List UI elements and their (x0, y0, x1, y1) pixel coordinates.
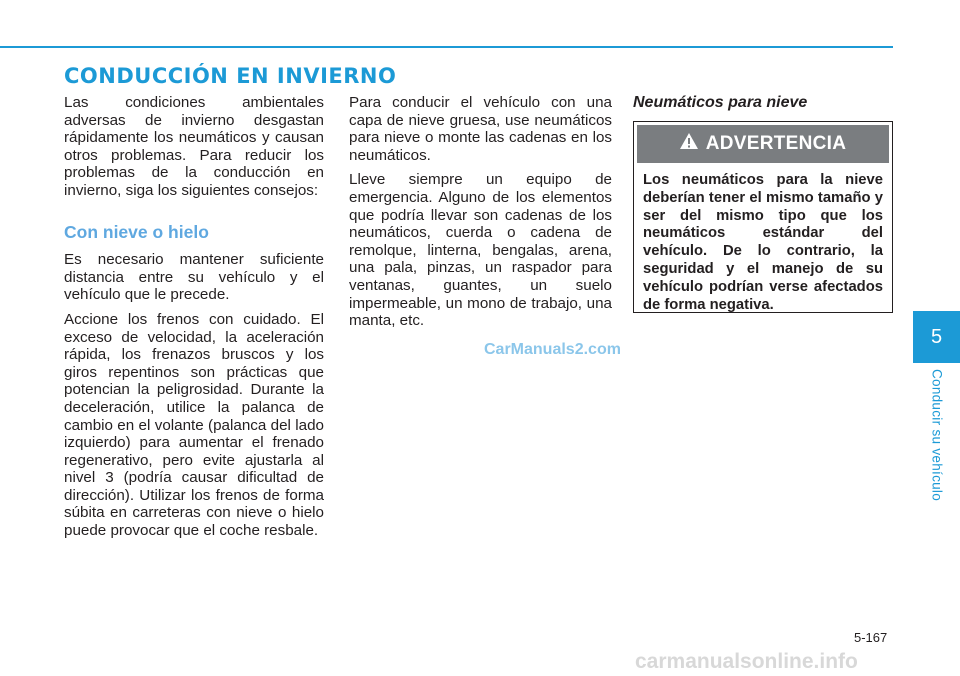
column-1 (64, 94, 324, 547)
watermark: CarManuals2.com (484, 341, 621, 358)
section-title: CONDUCCIÓN EN INVIERNO (64, 64, 397, 88)
paragraph-distance: Es necesario mantener suficiente distancia entre su vehículo y el vehículo que le precede. (64, 251, 324, 304)
header-rule (0, 46, 893, 48)
warning-text: Los neumáticos para la nieve deberían tener el mismo tamaño y ser del mismo tipo que los neumáticos estándar del vehículo. De lo contrario, la seguridad y el manejo de su vehículo podrían verse afectados de forma negativa. (643, 172, 883, 313)
paragraph-brakes: Accione los frenos con cuidado. El exceso de velocidad, la aceleración rápida, los frenazos bruscos y los giros repentinos son prácticas que potencian la peligrosidad. Durante la deceleración, utilice la palanca de cambio en el volante (palanca del lado izquierdo) para aumentar el frenado regenerativo, pero evite ajustarla al nivel 3 (podría causar dificultad de dirección). Utilizar los frenos de forma súbita en carreteras con nieve o hielo puede provocar que el coche resbale. (64, 310, 324, 540)
chapter-label-text: Conducir su vehículo (929, 368, 945, 502)
warning-triangle-icon (680, 133, 698, 155)
warning-box (633, 121, 893, 313)
paragraph-snow-tires: Para conducir el vehículo con una capa de nieve gruesa, use neumáticos para nieve o monte las cadenas en los neumáticos. (349, 94, 612, 164)
chapter-tab: 5 (913, 311, 960, 363)
intro-paragraph: Las condiciones ambientales adversas de invierno desgastan rápidamente los neumáticos y causan otros problemas. Para reducir los problemas de la conducción en invierno, siga los siguientes consejos: (64, 94, 324, 199)
warning-header (637, 125, 889, 163)
paragraph-emergency-kit: Lleve siempre un equipo de emergencia. Alguno de los elementos que podría llevar son cadenas de los neumáticos, cuerda o cadena de remolque, linterna, bengalas, arena, una pala, pinzas, un raspador para ventanas, guantes, un suelo impermeable, un mono de trabajo, una manta, etc. (349, 171, 612, 330)
warning-title: ADVERTENCIA (705, 133, 847, 154)
page-number: 5-167 (854, 630, 888, 645)
snow-tires-heading: Neumáticos para nieve (633, 94, 808, 111)
subheading-snow-ice: Con nieve o hielo (64, 221, 209, 242)
footer-site-watermark: carmanualsonline.info (635, 650, 858, 673)
column-2 (349, 94, 612, 337)
